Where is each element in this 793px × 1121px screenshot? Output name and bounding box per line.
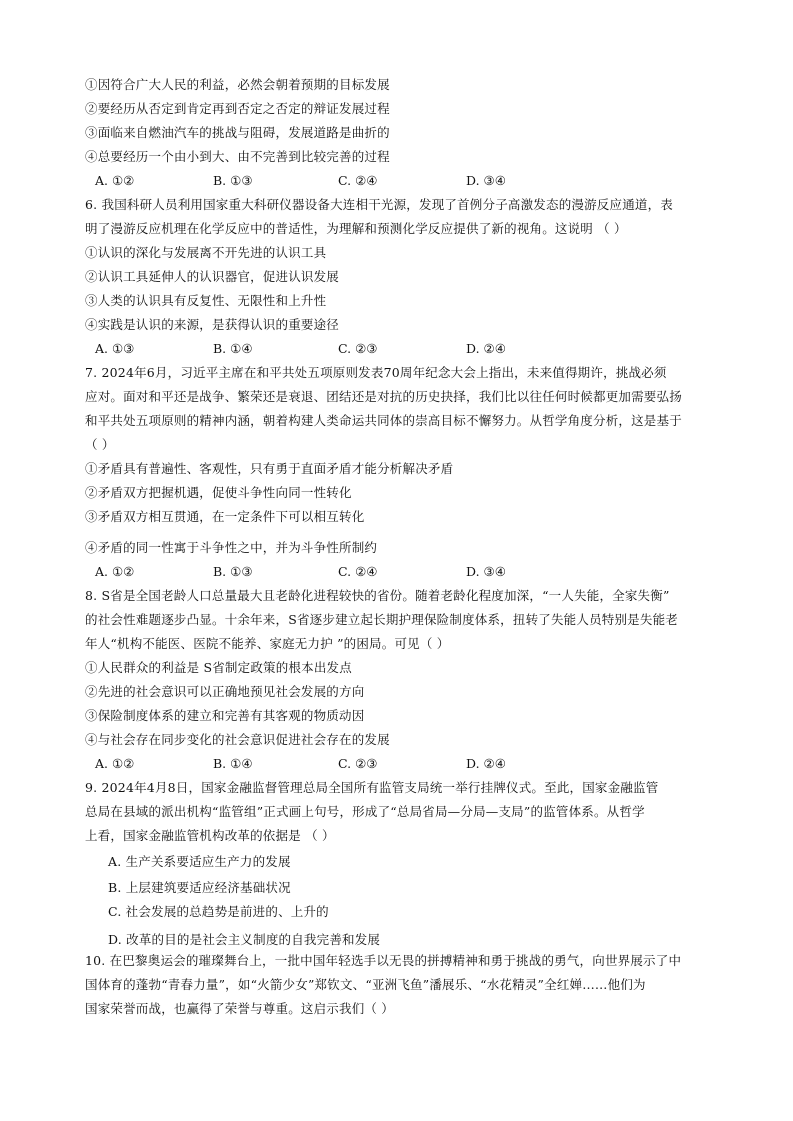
q5-item-3: ③面临来自燃油汽车的挑战与阻碍，发展道路是曲折的 bbox=[85, 125, 390, 140]
q9-option-d: D. 改革的目的是社会主义制度的自我完善和发展 bbox=[108, 932, 381, 947]
q7-option-d: D. ③④ bbox=[466, 564, 506, 579]
q6-option-b: B. ①④ bbox=[213, 341, 253, 356]
q8-stem-line-1: 8. S省是全国老龄人口总量最大且老龄化进程较快的省份。随着老龄化程度加深，“一人失能，全家失衡” bbox=[85, 588, 670, 603]
q8-item-1: ①人民群众的利益是 S省制定政策的根本出发点 bbox=[85, 660, 352, 675]
q7-option-c: C. ②④ bbox=[338, 564, 378, 579]
q8-option-d: D. ②④ bbox=[466, 756, 506, 771]
q5-option-d: D. ③④ bbox=[466, 173, 506, 188]
q10-stem-line-3: 国家荣誉而战，也赢得了荣誉与尊重。这启示我们（ ） bbox=[85, 1001, 394, 1016]
q9-stem-line-1: 9. 2024年4月8日，国家金融监督管理总局全国所有监管支局统一举行挂牌仪式。至此，国家金融监管 bbox=[85, 780, 659, 795]
q6-option-a: A. ①③ bbox=[95, 341, 135, 356]
q5-item-1: ①因符合广大人民的利益，必然会朝着预期的目标发展 bbox=[85, 77, 390, 92]
q5-option-a: A. ①② bbox=[95, 173, 135, 188]
q8-stem-line-3: 年人“机构不能医、医院不能养、家庭无力护 ”的困局。可见（ ） bbox=[85, 636, 450, 651]
q7-option-b: B. ①③ bbox=[213, 564, 253, 579]
q6-item-3: ③人类的认识具有反复性、无限性和上升性 bbox=[85, 293, 327, 308]
q7-item-4: ④矛盾的同一性寓于斗争性之中，并为斗争性所制约 bbox=[85, 540, 378, 555]
q7-stem-line-4: （ ） bbox=[85, 437, 115, 452]
q8-option-a: A. ①② bbox=[95, 756, 135, 771]
q8-option-b: B. ①④ bbox=[213, 756, 253, 771]
q9-option-c: C. 社会发展的总趋势是前进的、上升的 bbox=[108, 904, 329, 919]
q6-item-1: ①认识的深化与发展离不开先进的认识工具 bbox=[85, 245, 327, 260]
q5-option-b: B. ①③ bbox=[213, 173, 253, 188]
q8-item-4: ④与社会存在同步变化的社会意识促进社会存在的发展 bbox=[85, 732, 390, 747]
q7-item-2: ②矛盾双方把握机遇，促使斗争性向同一性转化 bbox=[85, 485, 352, 500]
q10-stem-line-2: 国体育的蓬勃“青春力量”，如“火箭少女”郑钦文、“亚洲飞鱼”潘展乐、“水花精灵”全红婵……他们为 bbox=[85, 977, 646, 992]
q6-option-d: D. ②④ bbox=[466, 341, 506, 356]
q8-stem-line-2: 的社会性难题逐步凸显。十余年来，S省逐步建立起长期护理保险制度体系，扭转了失能人员特别是失能老 bbox=[85, 612, 678, 627]
q8-item-2: ②先进的社会意识可以正确地预见社会发展的方向 bbox=[85, 684, 365, 699]
q7-item-3: ③矛盾双方相互贯通，在一定条件下可以相互转化 bbox=[85, 509, 365, 524]
q6-item-4: ④实践是认识的来源，是获得认识的重要途径 bbox=[85, 317, 340, 332]
q7-stem-line-1: 7. 2024年6月，习近平主席在和平共处五项原则发表70周年纪念大会上指出，未来值得期许，挑战必须 bbox=[85, 365, 667, 380]
q7-option-a: A. ①② bbox=[95, 564, 135, 579]
q6-stem-line-2: 明了漫游反应机理在化学反应中的普适性，为理解和预测化学反应提供了新的视角。这说明 （ ） bbox=[85, 221, 627, 236]
q6-item-2: ②认识工具延伸人的认识器官，促进认识发展 bbox=[85, 269, 340, 284]
q10-stem-line-1: 10. 在巴黎奥运会的璀璨舞台上，一批中国年轻选手以无畏的拼搏精神和勇于挑战的勇气，向世界展示了中 bbox=[85, 953, 682, 968]
q7-stem-line-2: 应对。面对和平还是战争、繁荣还是衰退、团结还是对抗的历史抉择，我们比以往任何时候都更加需要弘扬 bbox=[85, 389, 682, 404]
q6-stem-line-1: 6. 我国科研人员利用国家重大科研仪器设备大连相干光源，发现了首例分子高激发态的漫游反应通道，表 bbox=[85, 197, 674, 212]
q9-option-a: A. 生产关系要适应生产力的发展 bbox=[108, 854, 291, 869]
q5-option-c: C. ②④ bbox=[338, 173, 378, 188]
q9-option-b: B. 上层建筑要适应经济基础状况 bbox=[108, 880, 291, 895]
q9-stem-line-2: 总局在县域的派出机构“监管组”正式画上句号，形成了“总局省局—分局—支局”的监管体系。从哲学 bbox=[85, 804, 645, 819]
q7-stem-line-3: 和平共处五项原则的精神内涵，朝着构建人类命运共同体的崇高目标不懈努力。从哲学角度分析，这是基于 bbox=[85, 413, 682, 428]
q9-stem-line-3: 上看，国家金融监管机构改革的依据是 （ ） bbox=[85, 828, 335, 843]
q5-item-4: ④总要经历一个由小到大、由不完善到比较完善的过程 bbox=[85, 149, 390, 164]
q6-option-c: C. ②③ bbox=[338, 341, 378, 356]
q8-option-c: C. ②③ bbox=[338, 756, 378, 771]
q8-item-3: ③保险制度体系的建立和完善有其客观的物质动因 bbox=[85, 708, 365, 723]
q5-item-2: ②要经历从否定到肯定再到否定之否定的辩证发展过程 bbox=[85, 101, 390, 116]
q7-item-1: ①矛盾具有普遍性、客观性，只有勇于直面矛盾才能分析解决矛盾 bbox=[85, 461, 454, 476]
